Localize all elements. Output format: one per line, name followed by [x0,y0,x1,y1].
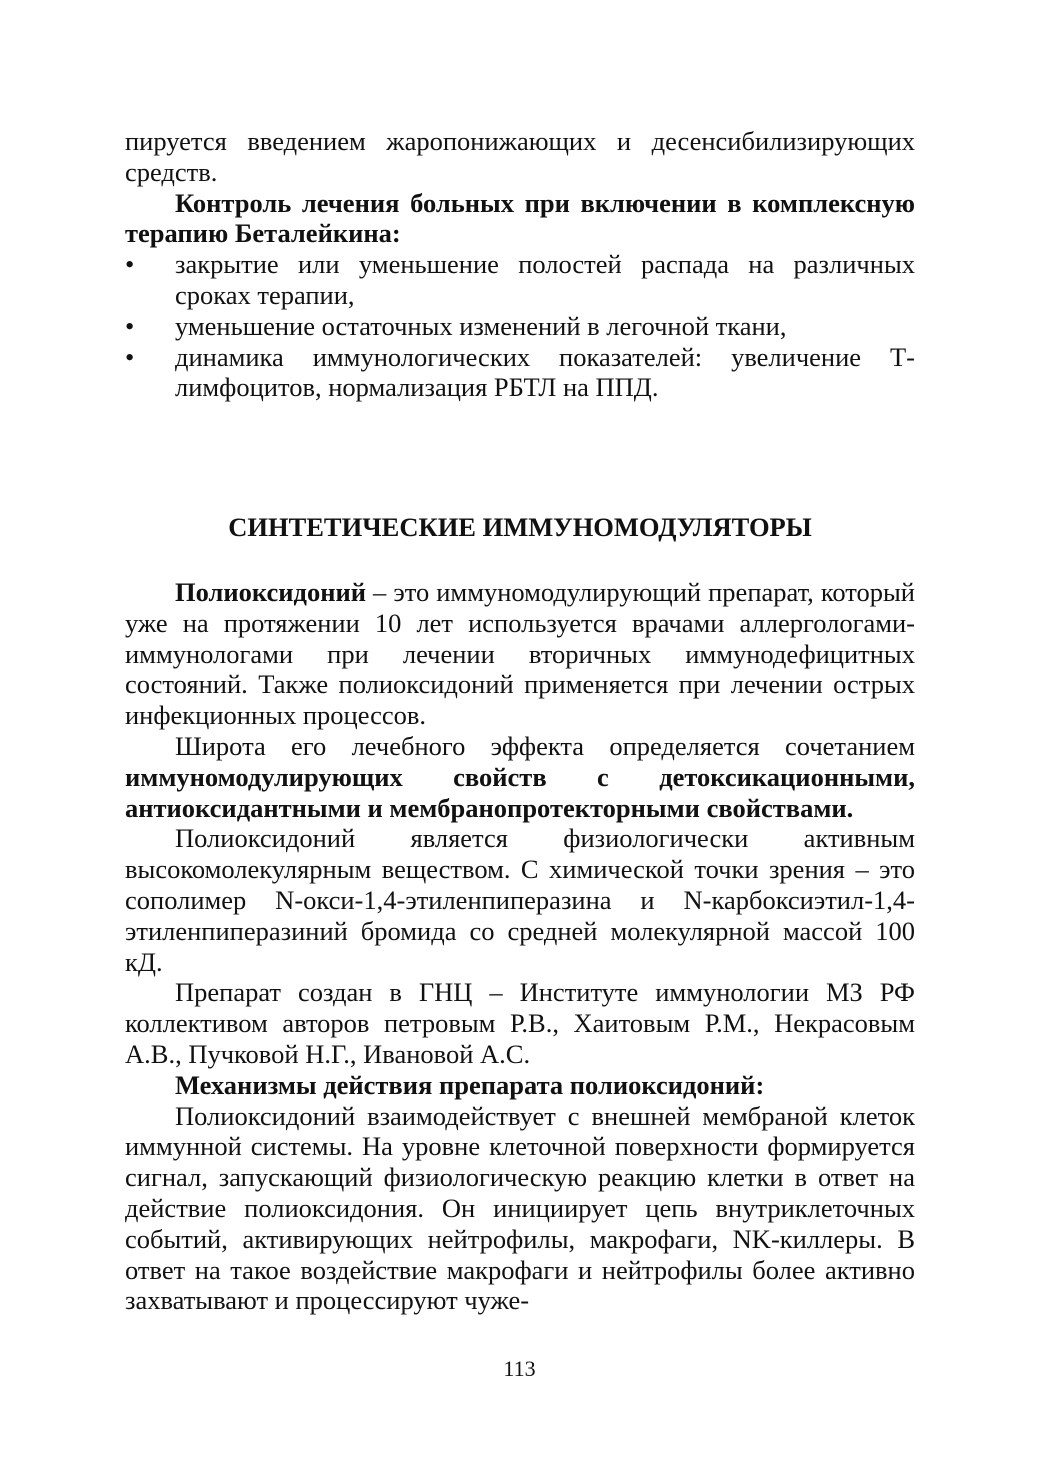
treatment-control-heading: Контроль лечения больных при включении в комплексную терапию Беталейкина: [125,187,915,249]
list-item [125,311,915,342]
page-number: 113 [503,1356,536,1381]
main-text-block [125,577,915,1316]
effect-paragraph [125,731,915,823]
list-item [125,249,915,311]
paragraph-continuation: пируется введением жаропонижающих и десенсибилизирующих средств. [125,126,915,187]
list-item-text: уменьшение остаточных изменений в легочной ткани, [175,310,787,341]
bullet-icon: • [125,341,135,372]
list-item-text: закрытие или уменьшение полостей распада на различных сроках терапии, [175,249,915,310]
authors-paragraph: Препарат создан в ГНЦ – Институте иммунологии МЗ РФ коллективом авторов петровым Р.В., Хаитовым Р.М., Некрасовым А.В., Пучковой Н.Г., Ивановой А.С. [125,977,915,1069]
properties-bold: иммуномодулирующих свойств с детоксикационными, антиоксидантными и мембранопротекторными свойствами. [125,761,915,823]
list-item [125,342,915,404]
top-text-block [125,126,915,403]
bullet-icon: • [125,249,135,280]
treatment-control-list [125,249,915,403]
drug-name-bold: Полиоксидоний [175,577,366,607]
polyoxidonium-intro-paragraph [125,577,915,731]
chemistry-paragraph: Полиоксидоний является физиологически активным высокомолекулярным веществом. С химической точки зрения – это сополимер N-окси-1,4-этиленпиперазина и N-карбоксиэтил-1,4-этиленпиперазиний бромида со средней молекулярной массой 100 кД. [125,823,915,977]
paragraph-text: – это иммуномодулирующий препарат, который уже на протяжении 10 лет используется врачами аллергологами-иммунологами при лечении вторичных иммунодефицитных состояний. Также полиоксидоний применяется при лечении острых инфекционных процессов. [125,577,915,731]
mechanisms-paragraph: Полиоксидоний взаимодействует с внешней мембраной клеток иммунной системы. На уровне клеточной поверхности формируется сигнал, запускающий физиологическую реакцию клетки в ответ на действие полиоксидония. Он инициирует цепь внутриклеточных событий, активирующих нейтрофилы, макрофаги, NK-киллеры. В ответ на такое воздействие макрофаги и нейтрофилы более активно захватывают и процессируют чуже- [125,1100,915,1316]
bullet-icon: • [125,310,135,341]
mechanisms-heading: Механизмы действия препарата полиоксидоний: [175,1069,765,1100]
section-title: СИНТЕТИЧЕСКИЕ ИММУНОМОДУЛЯТОРЫ [228,512,812,542]
paragraph-text: Широта его лечебного эффекта определяется сочетанием [175,730,915,761]
list-item-text: динамика иммунологических показателей: увеличение Т-лимфоцитов, нормализация РБТЛ на ППД. [175,341,915,403]
